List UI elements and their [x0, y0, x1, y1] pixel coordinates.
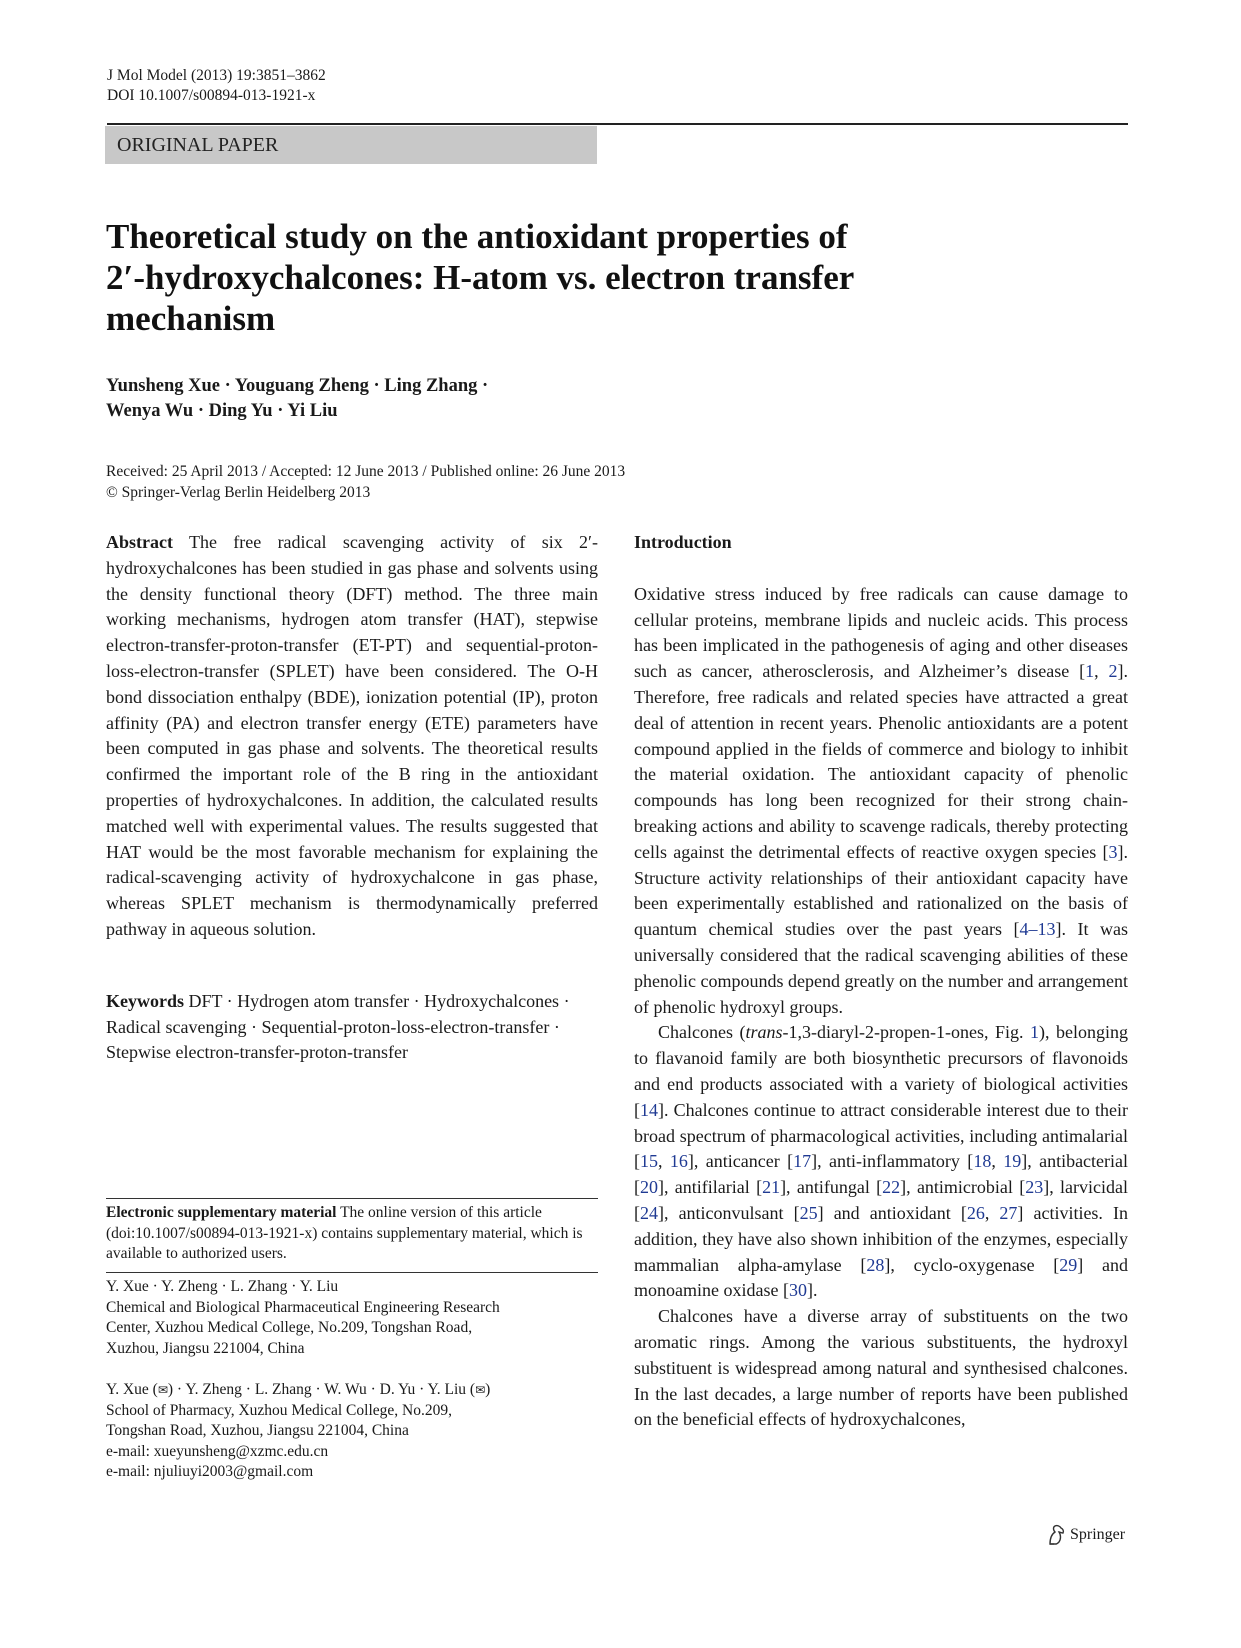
abstract: [106, 530, 598, 943]
citation-link[interactable]: 1: [1085, 661, 1095, 682]
publisher-name: Springer: [1070, 1526, 1126, 1543]
intro-paragraph-2: Chalcones (trans-1,3-diaryl-2-propen-1-ones, Fig. 1), belonging to flavanoid family are both biosynthetic precursors of flavonoids and end products associated with a variety of biological activities [14]. Chalcones continue to attract considerable interest due to their broad spectrum of pharmacological activities, including antimalarial [15, 16], anticancer [17], anti-inflammatory [18, 19], antibacterial [20], antifilarial [21], antifungal [22], antimicrobial [23], larvicidal [24], anticonvulsant [25] and antioxidant [26, 27] activities. In addition, they have also shown inhibition of the enzymes, especially mammalian alpha-amylase [28], cyclo-oxygenase [29] and monoamine oxidase [30].: [634, 1022, 1129, 1301]
citation-link[interactable]: 22: [882, 1177, 901, 1198]
citation-link[interactable]: 16: [669, 1151, 688, 1172]
footnote-divider-1: [106, 1198, 598, 1199]
header-rule: [107, 123, 1128, 125]
affiliation-1-names: Y. Xue · Y. Zheng · L. Zhang · Y. Liu: [106, 1278, 339, 1295]
copyright-line: © Springer-Verlag Berlin Heidelberg 2013: [106, 484, 371, 501]
citation-link[interactable]: 2: [1108, 661, 1118, 682]
author-line-2: Wenya Wu · Ding Yu · Yi Liu: [106, 401, 338, 421]
introduction-heading: Introduction: [634, 532, 732, 552]
journal-line: J Mol Model (2013) 19:3851–3862: [107, 67, 326, 84]
citation-link[interactable]: 15: [640, 1151, 658, 1172]
citation-link[interactable]: 18: [973, 1151, 992, 1172]
citation-link[interactable]: 27: [999, 1202, 1018, 1223]
keywords: [106, 989, 598, 1066]
right-column: [634, 530, 1128, 1433]
journal-citation: [107, 66, 326, 106]
intro-paragraph-1: Oxidative stress induced by free radicals can cause damage to cellular proteins, membrane lipids and nucleic acids. This process has been implicated in the pathogenesis of aging and other diseases such as cancer, atherosclerosis, and Alzheimer’s disease [1, 2]. Therefore, free radicals and related species have attracted a great deal of attention in recent years. Phenolic antioxidants are a potent compound applied in the fields of commerce and biology to inhibit the material oxidation. The antioxidant capacity of phenolic compounds has long been recognized for their strong chain-breaking actions and ability to scavenge radicals, thereby protecting cells against the detrimental effects of reactive oxygen species [3]. Structure activity relationships of their antioxidant capacity have been experimentally established and rationalized on the basis of quantum chemical studies over the past years [4–13]. It was universally considered that the radical scavenging abilities of these phenolic compounds depend greatly on the number and arrangement of phenolic hydroxyl groups.: [634, 583, 1128, 1017]
affiliation-1: [106, 1277, 598, 1359]
citation-link[interactable]: 26: [966, 1202, 985, 1223]
publisher-logo: [1046, 1524, 1125, 1546]
affiliation-2-line-2: Tongshan Road, Xuzhou, Jiangsu 221004, China: [106, 1422, 409, 1439]
citation-link[interactable]: 30: [788, 1280, 807, 1301]
citation-link[interactable]: 17: [793, 1151, 812, 1172]
citation-link[interactable]: 14: [640, 1099, 658, 1120]
article-title: Theoretical study on the antioxidant properties of 2′-hydroxychalcones: H-atom vs. electron transfer mechanism: [106, 217, 854, 338]
abstract-text: The free radical scavenging activity of six 2′-hydroxychalcones has been studied in gas phase and solvents using the density functional theory (DFT) method. The three main working mechanisms, hydrogen atom transfer (HAT), stepwise electron-transfer-proton-transfer (ET-PT) and sequential-proton-loss-electron-transfer (SPLET) have been considered. The O-H bond dissociation enthalpy (BDE), ionization potential (IP), proton affinity (PA) and electron transfer energy (ETE) parameters have been computed in gas phase and solvents. The theoretical results confirmed the important role of the B ring in the antioxidant properties of hydroxychalcones. In addition, the calculated results matched well with experimental values. The results suggested that HAT would be the most favorable mechanism for explaining the radical-scavenging activity of hydroxychalcone in gas phase, whereas SPLET mechanism is thermodynamically preferred pathway in aqueous solution.: [106, 532, 598, 939]
citation-link[interactable]: 20: [640, 1177, 658, 1198]
intro-paragraph-3: Chalcones have a diverse array of substituents on the two aromatic rings. Among the various substituents, the hydroxyl substituent is widespread among natural and synthesised chalcones. In the last decades, a large number of reports have been published on the beneficial effects of hydroxychalcones,: [634, 1306, 1128, 1430]
author-line-1: Yunsheng Xue · Youguang Zheng · Ling Zhang ·: [106, 376, 489, 396]
paper-type-banner: ORIGINAL PAPER: [105, 126, 597, 164]
publication-dates: [106, 461, 625, 503]
esm-text: The online version of this article (doi:10.1007/s00894-013-1921-x) contains supplementary material, which is available to authorized users.: [106, 1204, 583, 1262]
left-column: [106, 530, 598, 1066]
springer-horse-icon: [1046, 1524, 1066, 1546]
citation-link[interactable]: 25: [799, 1202, 818, 1223]
affiliation-1-line-2: Center, Xuzhou Medical College, No.209, Tongshan Road,: [106, 1319, 473, 1336]
envelope-icon: ✉: [157, 1383, 168, 1397]
citation-link[interactable]: 3: [1108, 841, 1118, 862]
footnote-divider-2: [106, 1272, 598, 1273]
abstract-label: Abstract: [106, 532, 173, 552]
citation-link[interactable]: 24: [640, 1202, 658, 1223]
affiliation-2-names: Y. Xue (✉) · Y. Zheng · L. Zhang · W. Wu · D. Yu · Y. Liu (✉): [106, 1381, 491, 1398]
keywords-text: DFT · Hydrogen atom transfer · Hydroxychalcones · Radical scavenging · Sequential-proton-loss-electron-transfer · Stepwise electron-transfer-proton-transfer: [106, 990, 570, 1063]
esm-label: Electronic supplementary material: [106, 1204, 337, 1221]
affiliation-2: [106, 1380, 598, 1483]
dates-line: Received: 25 April 2013 / Accepted: 12 June 2013 / Published online: 26 June 2013: [106, 463, 626, 480]
keywords-label: Keywords: [106, 990, 184, 1011]
email-1[interactable]: e-mail: xueyunsheng@xzmc.edu.cn: [106, 1442, 329, 1460]
author-list: [106, 374, 666, 424]
citation-link[interactable]: 29: [1059, 1254, 1078, 1275]
citation-link[interactable]: 19: [1003, 1151, 1022, 1172]
affiliation-1-line-1: Chemical and Biological Pharmaceutical Engineering Research: [106, 1298, 500, 1316]
citation-link[interactable]: 28: [866, 1254, 885, 1275]
figure-link[interactable]: 1: [1029, 1022, 1039, 1043]
email-2[interactable]: e-mail: njuliuyi2003@gmail.com: [106, 1463, 314, 1480]
affiliation-1-line-3: Xuzhou, Jiangsu 221004, China: [106, 1339, 305, 1357]
citation-link[interactable]: 23: [1025, 1177, 1044, 1198]
envelope-icon: ✉: [475, 1383, 486, 1397]
affiliation-2-line-1: School of Pharmacy, Xuzhou Medical College, No.209,: [106, 1401, 452, 1419]
supplementary-material-note: [106, 1203, 598, 1265]
doi-line: DOI 10.1007/s00894-013-1921-x: [107, 87, 316, 104]
citation-link[interactable]: 21: [762, 1177, 781, 1198]
citation-link[interactable]: 4–13: [1019, 919, 1056, 940]
